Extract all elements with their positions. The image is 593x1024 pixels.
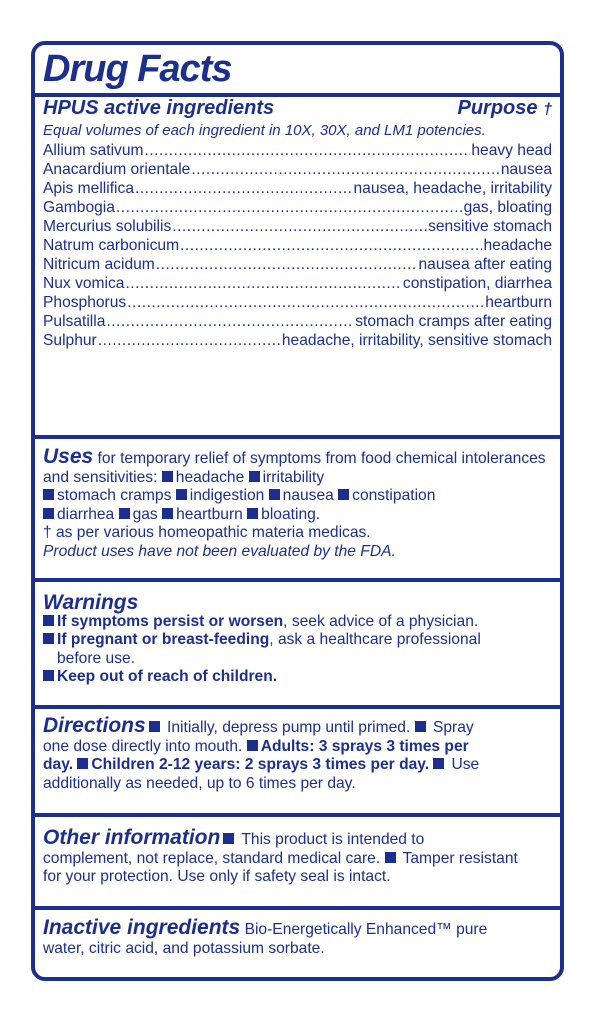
bullet-icon — [43, 670, 54, 681]
uses-divider — [35, 578, 560, 582]
bullet-icon — [415, 721, 426, 732]
ingredient-row — [43, 312, 552, 331]
leader-dots — [106, 312, 354, 331]
ingredient-name: Nux vomica — [43, 274, 125, 292]
bullet-icon — [176, 489, 187, 500]
directions-day: day. — [43, 756, 78, 773]
warnings-section — [43, 591, 552, 687]
uses-intro: for temporary relief of symptoms from food chemical intolerances and sensitivities: — [43, 450, 546, 486]
ingredient-name: Apis mellifica — [43, 179, 134, 197]
bullet-icon — [43, 489, 54, 500]
bullet-icon — [338, 489, 349, 500]
bullet-icon — [162, 471, 173, 482]
leader-dots — [127, 293, 484, 312]
leader-dots — [172, 217, 427, 236]
inactive-section — [43, 916, 552, 958]
bullet-icon — [247, 740, 258, 751]
use-item: diarrhea — [57, 505, 115, 523]
bullet-icon — [149, 721, 160, 732]
other-divider — [35, 906, 560, 910]
ingredient-purpose: stomach cramps after eating — [355, 312, 552, 330]
use-item: headache — [175, 468, 245, 486]
ingredient-purpose: heavy head — [471, 141, 552, 159]
ingredient-purpose: nausea, headache, irritability — [353, 179, 552, 197]
ingredient-name: Nitricum acidum — [43, 255, 155, 273]
ingredient-purpose: sensitive stomach — [428, 217, 552, 235]
ingredient-row — [43, 274, 552, 293]
other-text-2: complement, not replace, standard medical care. — [43, 849, 385, 867]
other-text-1: This product is intended to — [237, 831, 425, 848]
ingredient-row — [43, 160, 552, 179]
active-divider — [35, 435, 560, 439]
uses-section — [43, 445, 552, 561]
use-item: bloating. — [261, 505, 321, 523]
warning-2-bold: If pregnant or breast-feeding — [57, 631, 270, 648]
active-header-row — [43, 97, 552, 121]
ingredient-name: Natrum carbonicum — [43, 236, 180, 254]
ingredient-list — [43, 141, 552, 350]
leader-dots — [116, 198, 463, 217]
use-item: indigestion — [189, 487, 265, 504]
leader-dots — [145, 141, 471, 160]
use-item: stomach cramps — [57, 487, 172, 504]
active-ingredients-heading: HPUS active ingredients — [43, 97, 275, 119]
ingredient-purpose: headache, irritability, sensitive stomach — [281, 331, 552, 349]
ingredient-name: Mercurius solubilis — [43, 217, 172, 235]
bullet-icon — [223, 833, 234, 844]
bullet-icon — [43, 508, 54, 519]
bullet-icon — [385, 852, 396, 863]
ingredient-row — [43, 217, 552, 236]
use-item: gas — [132, 505, 158, 523]
warning-1-bold: If symptoms persist or worsen — [57, 612, 284, 630]
ingredient-purpose: nausea — [500, 160, 552, 178]
ingredient-row — [43, 236, 552, 255]
bullet-icon — [43, 615, 54, 626]
purpose-heading-text: Purpose — [457, 97, 538, 119]
ingredient-purpose: gas, bloating — [463, 198, 552, 216]
leader-dots — [125, 274, 401, 293]
inactive-text-2: water, citric acid, and potassium sorbate. — [43, 939, 325, 957]
directions-text-4: Use — [447, 756, 480, 773]
bullet-icon — [162, 508, 173, 519]
ingredient-row — [43, 293, 552, 312]
ingredient-name: Pulsatilla — [43, 312, 106, 330]
leader-dots — [180, 236, 482, 255]
other-text-3: Tamper resistant — [398, 849, 518, 867]
use-item: nausea — [282, 487, 334, 504]
use-item: heartburn — [176, 505, 243, 523]
ingredient-row — [43, 179, 552, 198]
leader-dots — [135, 179, 352, 198]
ingredient-name: Anacardium orientale — [43, 160, 191, 178]
warning-2-cont: before use. — [57, 649, 136, 667]
directions-text-5: additionally as needed, up to 6 times per day. — [43, 774, 356, 792]
purpose-heading — [458, 97, 553, 121]
leader-dots — [191, 160, 499, 179]
use-item: constipation — [352, 487, 436, 504]
ingredient-row — [43, 198, 552, 217]
ingredient-row — [43, 141, 552, 160]
other-info-section — [43, 826, 552, 887]
ingredient-purpose: heartburn — [485, 293, 552, 311]
warning-2-text: , ask a healthcare professional — [269, 631, 481, 648]
directions-adults: Adults: 3 sprays 3 times per — [260, 737, 469, 755]
bullet-icon — [249, 471, 260, 482]
other-text-4: for your protection. Use only if safety seal is intact. — [43, 868, 391, 885]
directions-heading: Directions — [43, 714, 146, 737]
ingredient-name: Gambogia — [43, 198, 115, 216]
inactive-text-1: Bio-Energetically Enhanced™ pure — [240, 921, 488, 938]
bullet-icon — [433, 758, 444, 769]
ingredient-name: Phosphorus — [43, 293, 127, 311]
ingredient-purpose: constipation, diarrhea — [402, 274, 552, 292]
ingredient-purpose: headache — [483, 236, 552, 254]
purpose-dagger: † — [543, 101, 552, 118]
bullet-icon — [43, 633, 54, 644]
ingredient-row — [43, 255, 552, 274]
active-ingredients-section — [43, 97, 552, 350]
directions-text-2: Spray — [428, 719, 474, 736]
use-item: irritability — [262, 468, 325, 486]
drug-facts-panel — [31, 41, 564, 981]
ingredient-name: Sulphur — [43, 331, 97, 349]
fda-disclaimer: Product uses have not been evaluated by the FDA. — [43, 542, 396, 560]
ingredient-purpose: nausea after eating — [418, 255, 552, 273]
directions-section — [43, 714, 552, 793]
bullet-icon — [247, 508, 258, 519]
directions-divider — [35, 813, 560, 817]
uses-heading: Uses — [43, 445, 94, 468]
warnings-heading: Warnings — [43, 591, 139, 614]
ingredient-name: Allium sativum — [43, 141, 144, 159]
directions-children: Children 2-12 years: 2 sprays 3 times per day. — [91, 756, 430, 773]
warning-1-text: , seek advice of a physician. — [283, 612, 479, 630]
leader-dots — [156, 255, 418, 274]
potency-note: Equal volumes of each ingredient in 10X, 30X, and LM1 potencies. — [43, 122, 486, 139]
bullet-icon — [269, 489, 280, 500]
ingredient-row — [43, 331, 552, 350]
warning-3-bold: Keep out of reach of children. — [57, 668, 278, 685]
directions-text-3: one dose directly into mouth. — [43, 737, 247, 755]
uses-footnote: † as per various homeopathic materia medicas. — [43, 524, 371, 541]
bullet-icon — [119, 508, 130, 519]
leader-dots — [98, 331, 281, 350]
bullet-icon — [77, 758, 88, 769]
warnings-divider — [35, 705, 560, 709]
drug-facts-title: Drug Facts — [43, 48, 232, 90]
other-info-heading: Other information — [43, 826, 221, 849]
inactive-heading: Inactive ingredients — [43, 916, 241, 939]
directions-text-1: Initially, depress pump until primed. — [162, 719, 415, 736]
